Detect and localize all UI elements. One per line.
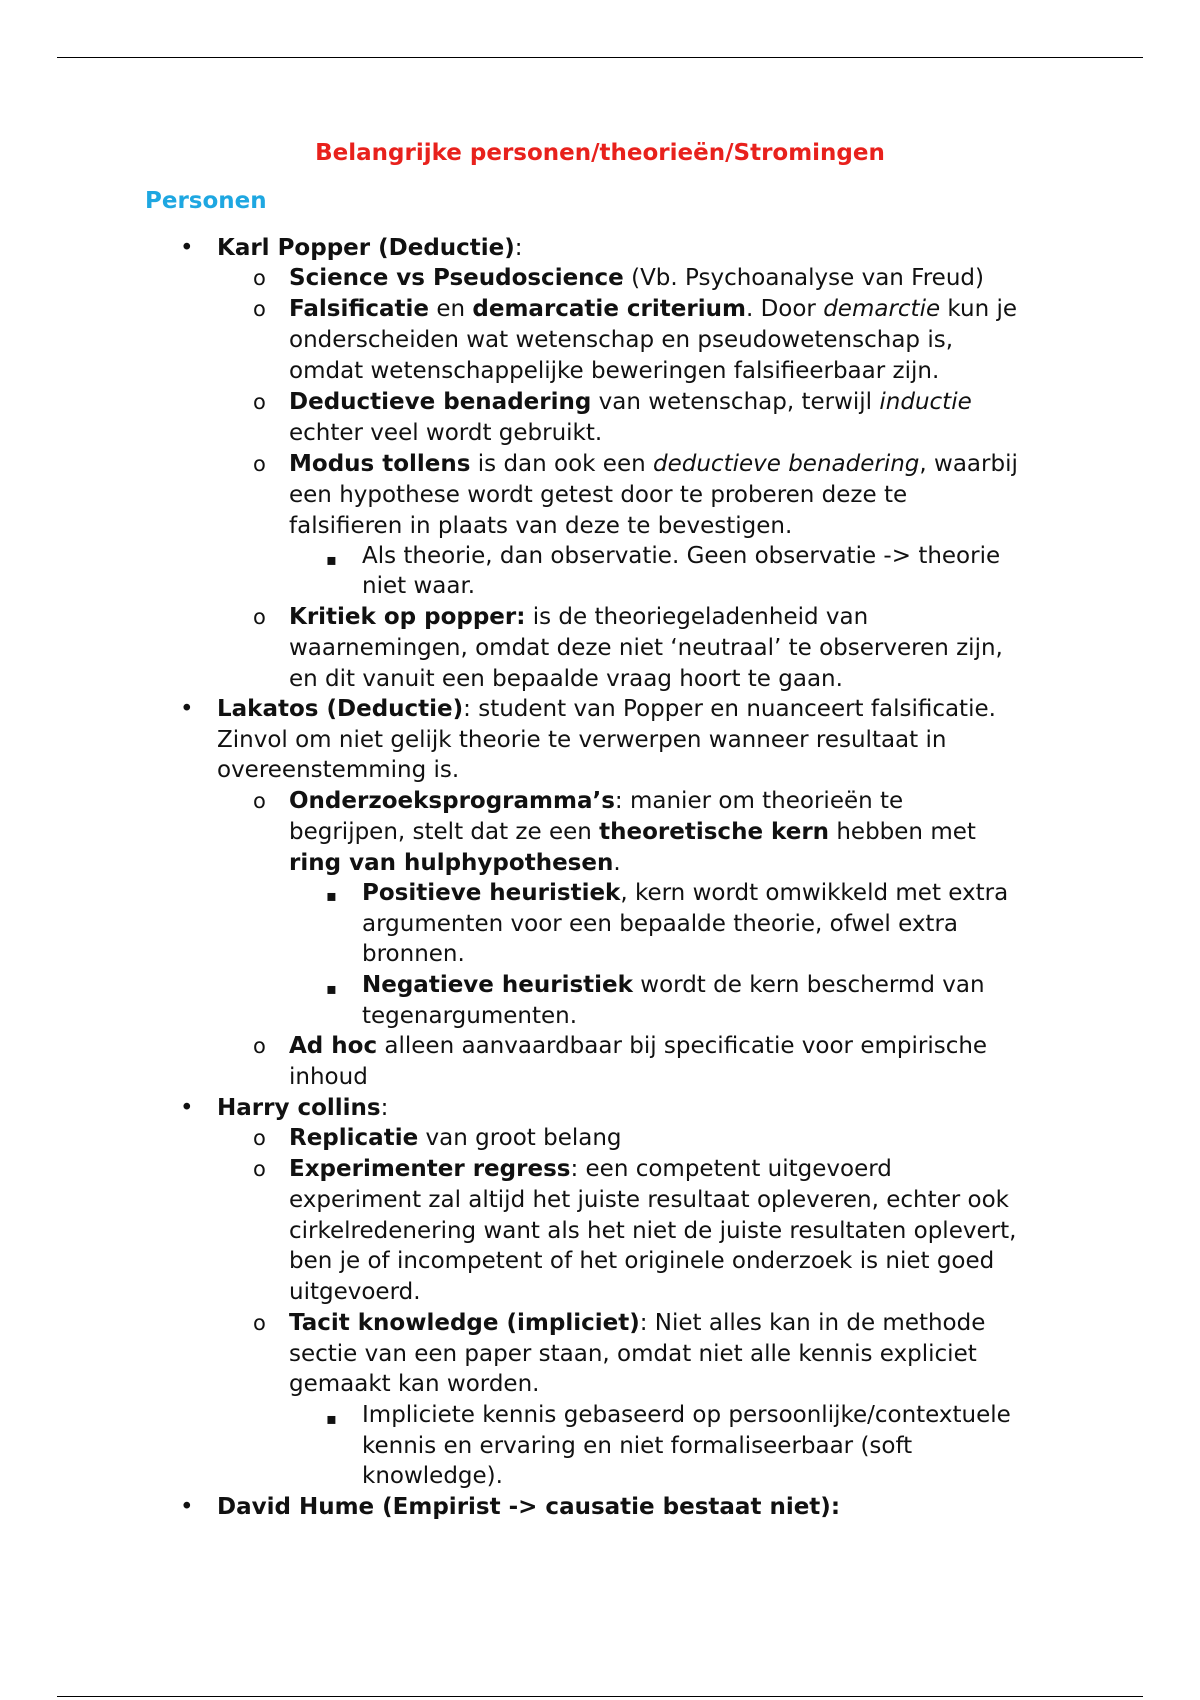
sub-bullet: o	[253, 1034, 266, 1058]
sub-item-term: ring van hulphypothesen	[289, 850, 614, 876]
sub-item-replicatie	[289, 1123, 622, 1154]
sub-item-term: theoretische kern	[599, 819, 830, 845]
bullet-david-hume: •	[180, 1494, 194, 1520]
header-rule	[57, 57, 1143, 58]
sub-item-term: Onderzoeksprogramma’s	[289, 788, 615, 814]
sub-item-text: hebben met	[829, 819, 976, 845]
text-line: onderscheiden wat wetenschap en pseudowetenschap is,	[289, 327, 954, 353]
sub-bullet: o	[253, 390, 266, 414]
sub-item-term: Negatieve heuristiek	[362, 972, 633, 998]
item-heading: Harry collins	[217, 1095, 381, 1121]
sub-item-text: , kern wordt omwikkeld met extra	[620, 880, 1009, 906]
sub-item-science	[289, 263, 984, 294]
text-line: falsifieren in plaats van deze te bevestigen.	[289, 513, 793, 539]
square-bullet: ▪	[326, 1409, 337, 1428]
text-line: en dit vanuit een bepaalde vraag hoort te gaan.	[289, 666, 843, 692]
sub-item-tacit-knowledge	[289, 1308, 985, 1339]
text-line: ben je of incompetent of het originele onderzoek is niet goed	[289, 1248, 995, 1274]
item-text: :	[380, 1095, 389, 1121]
text-line: bronnen.	[362, 941, 465, 967]
sub-item-modus-tollens	[289, 449, 1018, 480]
sub-bullet: o	[253, 605, 266, 629]
sub-sub-item-negatieve	[362, 970, 985, 1001]
sub-item-text: is de theoriegeladenheid van	[525, 604, 869, 630]
sub-item-term: Kritiek op popper:	[289, 604, 526, 630]
sub-item-text: kun je	[940, 296, 1018, 322]
item-heading: Karl Popper (Deductie)	[217, 235, 515, 261]
sub-item-emphasis: inductie	[879, 389, 972, 415]
sub-item-term: Deductieve benadering	[289, 389, 592, 415]
sub-bullet: o	[253, 1157, 266, 1181]
item-heading: Lakatos (Deductie)	[217, 696, 464, 722]
text-line: argumenten voor een bepaalde theorie, ofwel extra	[362, 911, 959, 937]
sub-item-text: , waarbij	[919, 451, 1018, 477]
footer-rule	[57, 1696, 1143, 1697]
sub-item-falsificatie	[289, 294, 1017, 325]
sub-sub-item-observatie: Als theorie, dan observatie. Geen observatie -> theorie	[362, 543, 1001, 569]
sub-item-term: Falsificatie	[289, 296, 430, 322]
sub-item-term: Ad hoc	[289, 1033, 378, 1059]
text-line: inhoud	[289, 1064, 368, 1090]
text-line: overeenstemming is.	[217, 757, 460, 783]
sub-item-ad-hoc	[289, 1031, 987, 1062]
sub-item-term: Positieve heuristiek	[362, 880, 621, 906]
square-bullet: ▪	[326, 886, 337, 905]
sub-item-term: demarcatie criterium	[472, 296, 746, 322]
sub-item-term: Experimenter regress	[289, 1156, 571, 1182]
text-line	[289, 817, 976, 848]
bullet-karl-popper: •	[180, 235, 194, 261]
text-line: kennis en ervaring en niet formaliseerbaar (soft	[362, 1433, 913, 1459]
sub-bullet: o	[253, 452, 266, 476]
item-text: :	[514, 235, 523, 261]
sub-item-text: : Niet alles kan in de methode	[639, 1310, 986, 1336]
sub-bullet: o	[253, 1126, 266, 1150]
text-line: tegenargumenten.	[362, 1003, 578, 1029]
sub-item-experimenter-regress	[289, 1154, 892, 1185]
text-line: sectie van een paper staan, omdat niet alle kennis expliciet	[289, 1341, 977, 1367]
text-line: echter veel wordt gebruikt.	[289, 420, 603, 446]
item-lakatos	[217, 694, 996, 725]
square-bullet: ▪	[326, 550, 337, 569]
sub-sub-item-impliciete: Impliciete kennis gebaseerd op persoonlijke/contextuele	[362, 1402, 1011, 1428]
sub-bullet: o	[253, 266, 266, 290]
sub-bullet: o	[253, 1311, 266, 1335]
sub-bullet: o	[253, 297, 266, 321]
sub-bullet: o	[253, 789, 266, 813]
text-line: een hypothese wordt getest door te proberen deze te	[289, 482, 908, 508]
item-text: : student van Popper en nuanceert falsificatie.	[463, 696, 996, 722]
text-line	[289, 848, 621, 879]
sub-item-text: van wetenschap, terwijl	[591, 389, 880, 415]
text-line: gemaakt kan worden.	[289, 1371, 540, 1397]
sub-item-kritiek	[289, 602, 868, 633]
sub-item-text: begrijpen, stelt dat ze een	[289, 819, 600, 845]
text-line: niet waar.	[362, 573, 476, 599]
sub-item-term: Modus tollens	[289, 451, 471, 477]
sub-item-text: : manier om theorieën te	[614, 788, 904, 814]
sub-item-text: is dan ook een	[470, 451, 653, 477]
sub-item-text: . Door	[745, 296, 824, 322]
bullet-harry-collins: •	[180, 1095, 194, 1121]
text-line: knowledge).	[362, 1463, 503, 1489]
sub-item-term: Replicatie	[289, 1125, 419, 1151]
sub-item-onderzoeksprogramma	[289, 786, 903, 817]
sub-item-deductieve	[289, 387, 972, 418]
text-line: experiment zal altijd het juiste resultaat opleveren, echter ook	[289, 1187, 1009, 1213]
sub-item-text: en	[429, 296, 473, 322]
item-harry-collins	[217, 1093, 388, 1124]
sub-item-text: (Vb. Psychoanalyse van Freud)	[623, 265, 984, 291]
page-title: Belangrijke personen/theorieën/Stromingen	[315, 140, 885, 166]
bullet-lakatos: •	[180, 696, 194, 722]
square-bullet: ▪	[326, 979, 337, 998]
sub-item-emphasis: deductieve benadering	[653, 451, 920, 477]
sub-item-term: Tacit knowledge (impliciet)	[289, 1310, 640, 1336]
sub-item-text: : een competent uitgevoerd	[570, 1156, 892, 1182]
sub-item-text: .	[613, 850, 621, 876]
text-line: cirkelredenering want als het niet de juiste resultaten oplevert,	[289, 1218, 1017, 1244]
sub-item-text: van groot belang	[418, 1125, 622, 1151]
item-karl-popper	[217, 233, 523, 264]
text-line: uitgevoerd.	[289, 1279, 421, 1305]
text-line: waarnemingen, omdat deze niet ‘neutraal’ te observeren zijn,	[289, 635, 1003, 661]
section-heading-personen: Personen	[145, 188, 267, 214]
text-line: Zinvol om niet gelijk theorie te verwerpen wanneer resultaat in	[217, 727, 947, 753]
text-line: omdat wetenschappelijke beweringen falsifieerbaar zijn.	[289, 358, 940, 384]
sub-item-term: Science vs Pseudoscience	[289, 265, 624, 291]
sub-item-text: wordt de kern beschermd van	[632, 972, 985, 998]
item-david-hume: David Hume (Empirist -> causatie bestaat niet):	[217, 1494, 841, 1520]
sub-item-emphasis: demarctie	[823, 296, 941, 322]
sub-item-text: alleen aanvaardbaar bij specificatie voor empirische	[377, 1033, 988, 1059]
sub-sub-item-positieve	[362, 878, 1008, 909]
